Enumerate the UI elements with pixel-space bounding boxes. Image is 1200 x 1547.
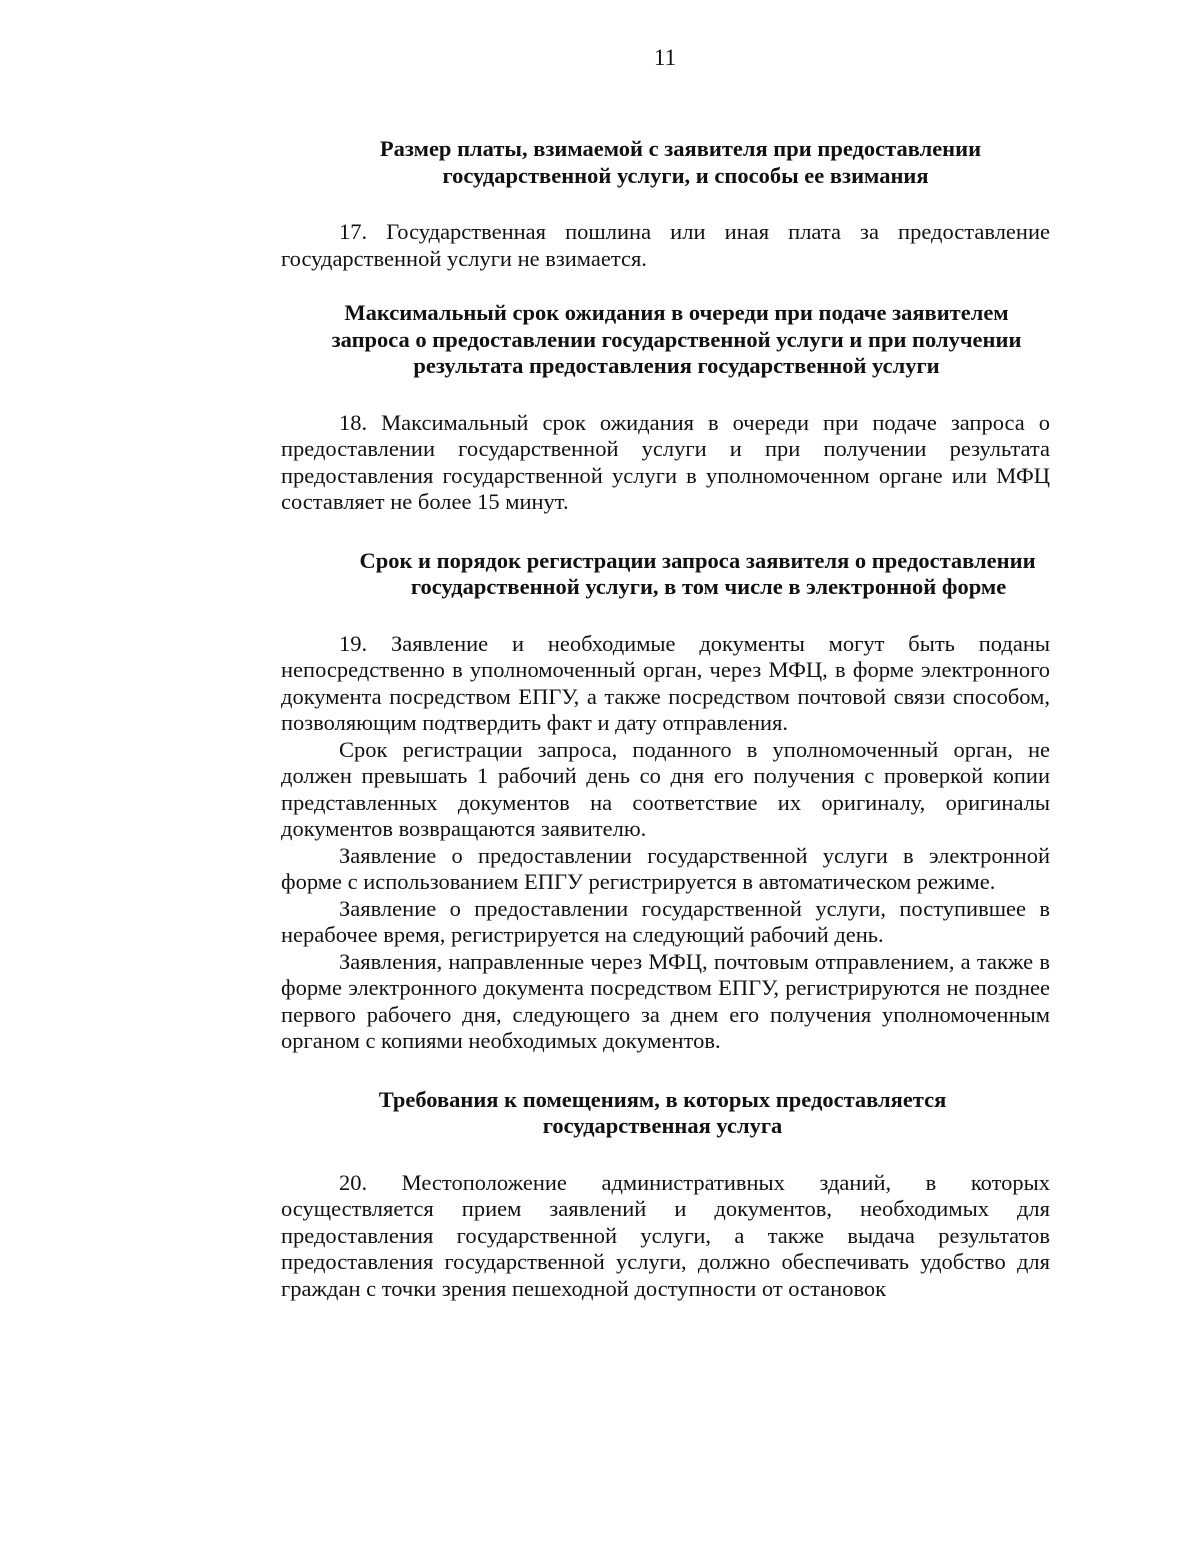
paragraph-17: 17. Государственная пошлина или иная плата за предоставление государственной услуги не взимается. <box>281 219 1050 271</box>
paragraph-19-non-working-time: Заявление о предоставлении государственной услуги, поступившее в нерабочее время, регистрируется на следующий рабочий день. <box>281 895 1050 947</box>
paragraph-18: 18. Максимальный срок ожидания в очереди при подаче запроса о предоставлении государственной услуги и при получении результата предоставления государственной услуги в уполномоченном органе или МФЦ составляет не более 15 минут. <box>281 409 1050 514</box>
document-body <box>281 136 1050 1302</box>
paragraph-19-electronic: Заявление о предоставлении государственной услуги в электронной форме с использованием ЕПГУ регистрируется в автоматическом режиме. <box>281 842 1050 894</box>
heading-line: государственная услуга <box>542 1113 783 1138</box>
heading-line: Срок и порядок регистрации запроса заявителя о предоставлении <box>359 547 1036 573</box>
page-number: 11 <box>653 45 677 70</box>
heading-line: Размер платы, взимаемой с заявителя при предоставлении <box>379 136 982 161</box>
paragraph-19-mfc-mail: Заявления, направленные через МФЦ, почтовым отправлением, а также в форме электронного документа посредством ЕПГУ, регистрируются не позднее первого рабочего дня, следующего за днем его получения уполномоченным органом с копиями необходимых документов. <box>281 948 1050 1053</box>
heading-line: Максимальный срок ожидания в очереди при подаче заявителем <box>344 300 1009 325</box>
paragraph-19: 19. Заявление и необходимые документы могут быть поданы непосредственно в уполномоченный орган, через МФЦ, в форме электронного документа посредством ЕПГУ, а также посредством почтовой связи способом, позволяющим подтвердить факт и дату отправления. <box>281 630 1050 735</box>
section-heading-registration <box>345 548 1050 601</box>
heading-line: запроса о предоставлении государственной услуги и при получении <box>331 326 1022 352</box>
heading-line: результата предоставления государственной услуги <box>413 353 940 378</box>
section-heading-fee <box>311 136 1050 189</box>
heading-line: государственной услуги, и способы ее взимания <box>442 162 929 188</box>
paragraph-20: 20. Местоположение административных зданий, в которых осуществляется прием заявлений и документов, необходимых для предоставления государственной услуги, а также выдача результатов предоставления государственной услуги, должно обеспечивать удобство для граждан с точки зрения пешеходной доступности от остановок <box>281 1169 1050 1301</box>
section-heading-premises <box>275 1087 1050 1140</box>
heading-line: Требования к помещениям, в которых предоставляется <box>378 1086 947 1112</box>
paragraph-19-registration-term: Срок регистрации запроса, поданного в уполномоченный орган, не должен превышать 1 рабочий день со дня его получения с проверкой копии представленных документов на соответствие их оригиналу, оригиналы документов возвращаются заявителю. <box>281 736 1050 841</box>
heading-line: государственной услуги, в том числе в электронной форме <box>410 574 1007 599</box>
section-heading-queue-time <box>311 300 1042 380</box>
